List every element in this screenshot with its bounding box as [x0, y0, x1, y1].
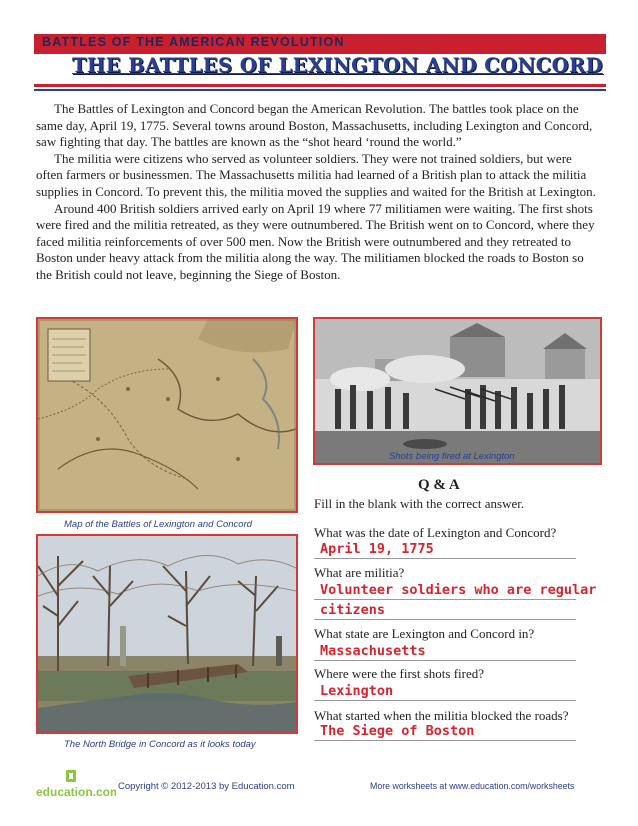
intro-paragraph-2: The militia were citizens who served as volunteer soldiers. They were not trained soldiers, but were often farmers or businessmen. The Massachusetts militia had learned of a British plan to attack the militia supplies in Concord. To prevent this, the militia moved the supplies and waited for the British at Lexington.: [36, 150, 596, 199]
bridge-caption: The North Bridge in Concord as it looks today: [64, 739, 256, 750]
answer-line-5: [314, 740, 576, 741]
qa-instruction: Fill in the blank with the correct answer.: [314, 496, 525, 511]
series-title: BATTLES OF THE AMERICAN REVOLUTION: [42, 35, 345, 49]
shots-image: [313, 317, 602, 465]
bridge-image: [36, 534, 298, 734]
answer-line-2a: [314, 599, 576, 600]
education-logo[interactable]: [36, 770, 116, 800]
question-4: Where were the first shots fired?: [314, 666, 485, 681]
answer-5[interactable]: The Siege of Boston: [320, 723, 475, 739]
question-1: What was the date of Lexington and Concord?: [314, 525, 557, 540]
answer-2-continued[interactable]: citizens: [320, 602, 386, 618]
answer-line-1: [314, 558, 576, 559]
divider-blue: [34, 89, 606, 91]
question-3: What state are Lexington and Concord in?: [314, 626, 535, 641]
divider-red: [34, 84, 606, 87]
question-2: What are militia?: [314, 565, 405, 580]
answer-1[interactable]: April 19, 1775: [320, 541, 434, 557]
answer-line-2b: [314, 619, 576, 620]
page-title: THE BATTLES OF LEXINGTON AND CONCORD: [72, 54, 603, 77]
answer-2[interactable]: Volunteer soldiers who are regular: [320, 582, 597, 598]
answer-line-4: [314, 700, 576, 701]
copyright-text: Copyright © 2012-2013 by Education.com: [118, 781, 295, 792]
intro-paragraph-1: The Battles of Lexington and Concord began the American Revolution. The battles took place on the same day, April 19, 1775. Several towns around Boston, Massachusetts, including Lexington and Concord, saw fighting that day. The battles are known as the “shot heard ‘round the world.”: [36, 101, 593, 150]
answer-4[interactable]: Lexington: [320, 683, 394, 699]
logo-text: education.com: [36, 785, 116, 799]
map-image: [36, 317, 298, 513]
shots-caption: Shots being fired at Lexington: [389, 451, 515, 462]
intro-paragraph-3: Around 400 British soldiers arrived early on April 19 where 77 militiamen were waiting. The first shots were fired and the militia retreated, as they were outnumbered. The British went on to Concord, where they faced militia reinforcements of over 500 men. Now the British were outnumbered and they retreated to Boston under heavy attack from the militia along the way. The militiamen blocked the roads to Boston so the British could not leave, beginning the Siege of Boston.: [36, 200, 595, 282]
answer-line-3: [314, 660, 576, 661]
qa-heading: Q & A: [418, 477, 460, 493]
intro-text: [36, 101, 596, 284]
question-5: What started when the militia blocked the roads?: [314, 708, 569, 723]
answer-3[interactable]: Massachusetts: [320, 643, 426, 659]
more-worksheets-link[interactable]: More worksheets at www.education.com/worksheets: [370, 781, 575, 791]
map-caption: Map of the Battles of Lexington and Concord: [64, 519, 253, 530]
